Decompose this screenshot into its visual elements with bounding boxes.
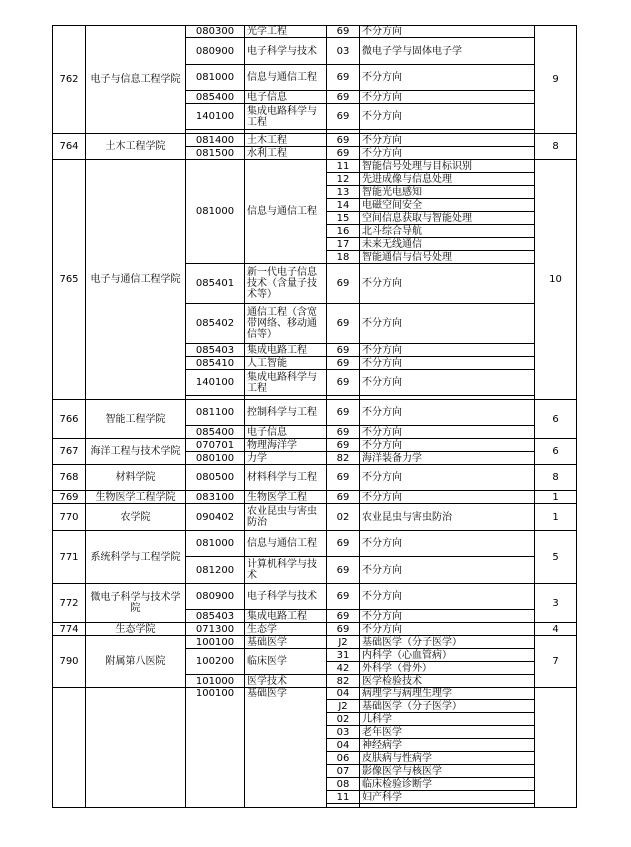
direction-code: 69 xyxy=(327,439,360,452)
major-name: 集成电路工程 xyxy=(245,344,327,357)
direction-code: 69 xyxy=(327,400,360,426)
direction-name: 神经病学 xyxy=(360,739,535,752)
direction-code: 11 xyxy=(327,791,360,804)
direction-name: 不分方向 xyxy=(360,400,535,426)
major-code: 085403 xyxy=(186,610,245,623)
direction-code: 69 xyxy=(327,147,360,160)
direction-code: 13 xyxy=(327,186,360,199)
unit-code: 765 xyxy=(53,160,86,400)
direction-name: 不分方向 xyxy=(360,491,535,504)
major-name: 水利工程 xyxy=(245,147,327,160)
direction-name: 不分方向 xyxy=(360,531,535,557)
unit-code: 771 xyxy=(53,531,86,584)
major-code: 100100 xyxy=(186,688,245,808)
major-code: 081000 xyxy=(186,160,245,264)
major-name: 信息与通信工程 xyxy=(245,160,327,264)
major-name: 电子科学与技术 xyxy=(245,584,327,610)
direction-name: 基础医学（分子医学） xyxy=(360,636,535,649)
direction-name: 不分方向 xyxy=(360,91,535,104)
direction-code: 69 xyxy=(327,264,360,304)
direction-name: 内科学（心血管病） xyxy=(360,649,535,662)
major-code: 090402 xyxy=(186,504,245,531)
major-code: 070701 xyxy=(186,439,245,452)
unit-code: 764 xyxy=(53,134,86,160)
direction-code: 07 xyxy=(327,765,360,778)
major-name: 通信工程（含宽带网络、移动通信等） xyxy=(245,304,327,344)
major-code: 140100 xyxy=(186,370,245,396)
direction-name: 不分方向 xyxy=(360,370,535,396)
direction-code: 14 xyxy=(327,199,360,212)
unit-name: 智能工程学院 xyxy=(86,400,186,439)
major-name: 生物医学工程 xyxy=(245,491,327,504)
admissions-table xyxy=(52,25,577,808)
major-name: 基础医学 xyxy=(245,688,327,808)
direction-code: J2 xyxy=(327,700,360,713)
direction-name: 基础医学（分子医学） xyxy=(360,700,535,713)
major-name: 物理海洋学 xyxy=(245,439,327,452)
major-name: 信息与通信工程 xyxy=(245,531,327,557)
direction-name: 智能光电感知 xyxy=(360,186,535,199)
major-code: 080900 xyxy=(186,584,245,610)
direction-name: 不分方向 xyxy=(360,357,535,370)
direction-code: 69 xyxy=(327,65,360,91)
quota: 6 xyxy=(535,400,577,439)
unit-name: 材料学院 xyxy=(86,465,186,491)
major-code: 071300 xyxy=(186,623,245,636)
direction-code: 31 xyxy=(327,649,360,662)
unit-name: 系统科学与工程学院 xyxy=(86,531,186,584)
direction-name: 儿科学 xyxy=(360,713,535,726)
unit-name: 土木工程学院 xyxy=(86,134,186,160)
direction-name: 海洋装备力学 xyxy=(360,452,535,465)
major-code: 080100 xyxy=(186,452,245,465)
major-code: 081200 xyxy=(186,557,245,584)
direction-name: 农业昆虫与害虫防治 xyxy=(360,504,535,531)
unit-name: 电子与信息工程学院 xyxy=(86,26,186,134)
direction-code: 69 xyxy=(327,344,360,357)
direction-name: 未来无线通信 xyxy=(360,238,535,251)
major-name: 材料科学与工程 xyxy=(245,465,327,491)
quota xyxy=(535,688,577,808)
direction-code: 69 xyxy=(327,304,360,344)
major-name: 集成电路科学与工程 xyxy=(245,104,327,130)
major-name: 基础医学 xyxy=(245,636,327,649)
direction-code: 02 xyxy=(327,504,360,531)
major-name: 人工智能 xyxy=(245,357,327,370)
direction-name: 不分方向 xyxy=(360,26,535,38)
unit-name: 农学院 xyxy=(86,504,186,531)
direction-code: 82 xyxy=(327,452,360,465)
direction-code: 69 xyxy=(327,557,360,584)
major-name: 集成电路工程 xyxy=(245,610,327,623)
direction-name: 不分方向 xyxy=(360,623,535,636)
direction-code: 69 xyxy=(327,465,360,491)
direction-code: 69 xyxy=(327,91,360,104)
major-code: 140100 xyxy=(186,104,245,130)
major-name: 电子信息 xyxy=(245,426,327,439)
major-code: 085400 xyxy=(186,426,245,439)
quota: 1 xyxy=(535,491,577,504)
unit-name: 电子与通信工程学院 xyxy=(86,160,186,400)
quota: 8 xyxy=(535,134,577,160)
major-name: 临床医学 xyxy=(245,649,327,675)
direction-code: 69 xyxy=(327,491,360,504)
major-name: 新一代电子信息技术（含量子技术等） xyxy=(245,264,327,304)
major-code: 100100 xyxy=(186,636,245,649)
direction-name: 影像医学与核医学 xyxy=(360,765,535,778)
major-name: 电子科学与技术 xyxy=(245,38,327,65)
quota: 8 xyxy=(535,465,577,491)
major-code: 100200 xyxy=(186,649,245,675)
unit-code: 772 xyxy=(53,584,86,623)
direction-code: 82 xyxy=(327,675,360,688)
direction-code: 17 xyxy=(327,238,360,251)
direction-name: 老年医学 xyxy=(360,726,535,739)
direction-code: 69 xyxy=(327,426,360,439)
unit-code: 767 xyxy=(53,439,86,465)
unit-name xyxy=(86,688,186,808)
major-name: 电子信息 xyxy=(245,91,327,104)
direction-code: 69 xyxy=(327,134,360,147)
major-name: 农业昆虫与害虫防治 xyxy=(245,504,327,531)
unit-code: 790 xyxy=(53,636,86,688)
direction-code: 06 xyxy=(327,752,360,765)
direction-name: 不分方向 xyxy=(360,584,535,610)
direction-code: 04 xyxy=(327,688,360,700)
direction-name: 不分方向 xyxy=(360,557,535,584)
quota: 4 xyxy=(535,623,577,636)
major-code: 085402 xyxy=(186,304,245,344)
direction-code: 69 xyxy=(327,357,360,370)
major-name: 土木工程 xyxy=(245,134,327,147)
unit-name: 海洋工程与技术学院 xyxy=(86,439,186,465)
quota: 10 xyxy=(535,160,577,400)
direction-name: 不分方向 xyxy=(360,304,535,344)
direction-name: 病理学与病理生理学 xyxy=(360,688,535,700)
direction-code: 69 xyxy=(327,584,360,610)
direction-code: 69 xyxy=(327,370,360,396)
direction-code: 69 xyxy=(327,531,360,557)
direction-name: 不分方向 xyxy=(360,610,535,623)
direction-name: 电磁空间安全 xyxy=(360,199,535,212)
unit-name: 生物医学工程学院 xyxy=(86,491,186,504)
direction-name: 皮肤病与性病学 xyxy=(360,752,535,765)
unit-name: 微电子科学与技术学院 xyxy=(86,584,186,623)
direction-name: 智能信号处理与目标识别 xyxy=(360,160,535,173)
direction-code: 12 xyxy=(327,173,360,186)
major-code: 085400 xyxy=(186,91,245,104)
unit-code: 768 xyxy=(53,465,86,491)
major-code: 081400 xyxy=(186,134,245,147)
major-name: 集成电路科学与工程 xyxy=(245,370,327,396)
quota: 5 xyxy=(535,531,577,584)
direction-name: 不分方向 xyxy=(360,134,535,147)
direction-name: 不分方向 xyxy=(360,147,535,160)
direction-name: 不分方向 xyxy=(360,465,535,491)
direction-code: 03 xyxy=(327,38,360,65)
major-code: 081500 xyxy=(186,147,245,160)
direction-name: 不分方向 xyxy=(360,65,535,91)
major-name: 光学工程 xyxy=(245,26,327,38)
direction-code: 02 xyxy=(327,713,360,726)
major-code: 080300 xyxy=(186,26,245,38)
direction-code: 11 xyxy=(327,160,360,173)
direction-name: 医学检验技术 xyxy=(360,675,535,688)
unit-code: 770 xyxy=(53,504,86,531)
quota: 9 xyxy=(535,26,577,134)
direction-name: 空间信息获取与智能处理 xyxy=(360,212,535,225)
direction-name: 不分方向 xyxy=(360,104,535,130)
major-code: 085403 xyxy=(186,344,245,357)
major-name: 信息与通信工程 xyxy=(245,65,327,91)
unit-code: 774 xyxy=(53,623,86,636)
major-code: 085401 xyxy=(186,264,245,304)
direction-code: 69 xyxy=(327,104,360,130)
direction-code: 42 xyxy=(327,662,360,675)
direction-code: 08 xyxy=(327,778,360,791)
direction-name: 北斗综合导航 xyxy=(360,225,535,238)
direction-name: 微电子学与固体电子学 xyxy=(360,38,535,65)
direction-code: J2 xyxy=(327,636,360,649)
direction-code: 69 xyxy=(327,26,360,38)
unit-code: 769 xyxy=(53,491,86,504)
quota: 7 xyxy=(535,636,577,688)
direction-code: 04 xyxy=(327,739,360,752)
major-code: 081000 xyxy=(186,65,245,91)
direction-name: 妇产科学 xyxy=(360,791,535,804)
major-code: 080500 xyxy=(186,465,245,491)
direction-code: 16 xyxy=(327,225,360,238)
major-code: 085410 xyxy=(186,357,245,370)
direction-name: 临床检验诊断学 xyxy=(360,778,535,791)
unit-name: 附属第八医院 xyxy=(86,636,186,688)
unit-code xyxy=(53,688,86,808)
unit-code: 762 xyxy=(53,26,86,134)
direction-name: 不分方向 xyxy=(360,264,535,304)
major-name: 力学 xyxy=(245,452,327,465)
major-name: 控制科学与工程 xyxy=(245,400,327,426)
quota: 3 xyxy=(535,584,577,623)
unit-code: 766 xyxy=(53,400,86,439)
major-code: 083100 xyxy=(186,491,245,504)
unit-name: 生态学院 xyxy=(86,623,186,636)
direction-name: 先进成像与信息处理 xyxy=(360,173,535,186)
major-code: 101000 xyxy=(186,675,245,688)
direction-name: 不分方向 xyxy=(360,344,535,357)
major-code: 081100 xyxy=(186,400,245,426)
direction-code: 18 xyxy=(327,251,360,264)
major-name: 计算机科学与技术 xyxy=(245,557,327,584)
quota: 1 xyxy=(535,504,577,531)
major-code: 081000 xyxy=(186,531,245,557)
direction-code: 15 xyxy=(327,212,360,225)
quota: 6 xyxy=(535,439,577,465)
direction-name: 不分方向 xyxy=(360,426,535,439)
direction-code: 03 xyxy=(327,726,360,739)
direction-name: 不分方向 xyxy=(360,439,535,452)
direction-name: 智能通信与信号处理 xyxy=(360,251,535,264)
direction-name: 外科学（骨外） xyxy=(360,662,535,675)
major-name: 生态学 xyxy=(245,623,327,636)
major-name: 医学技术 xyxy=(245,675,327,688)
direction-code: 69 xyxy=(327,623,360,636)
major-code: 080900 xyxy=(186,38,245,65)
direction-code: 69 xyxy=(327,610,360,623)
